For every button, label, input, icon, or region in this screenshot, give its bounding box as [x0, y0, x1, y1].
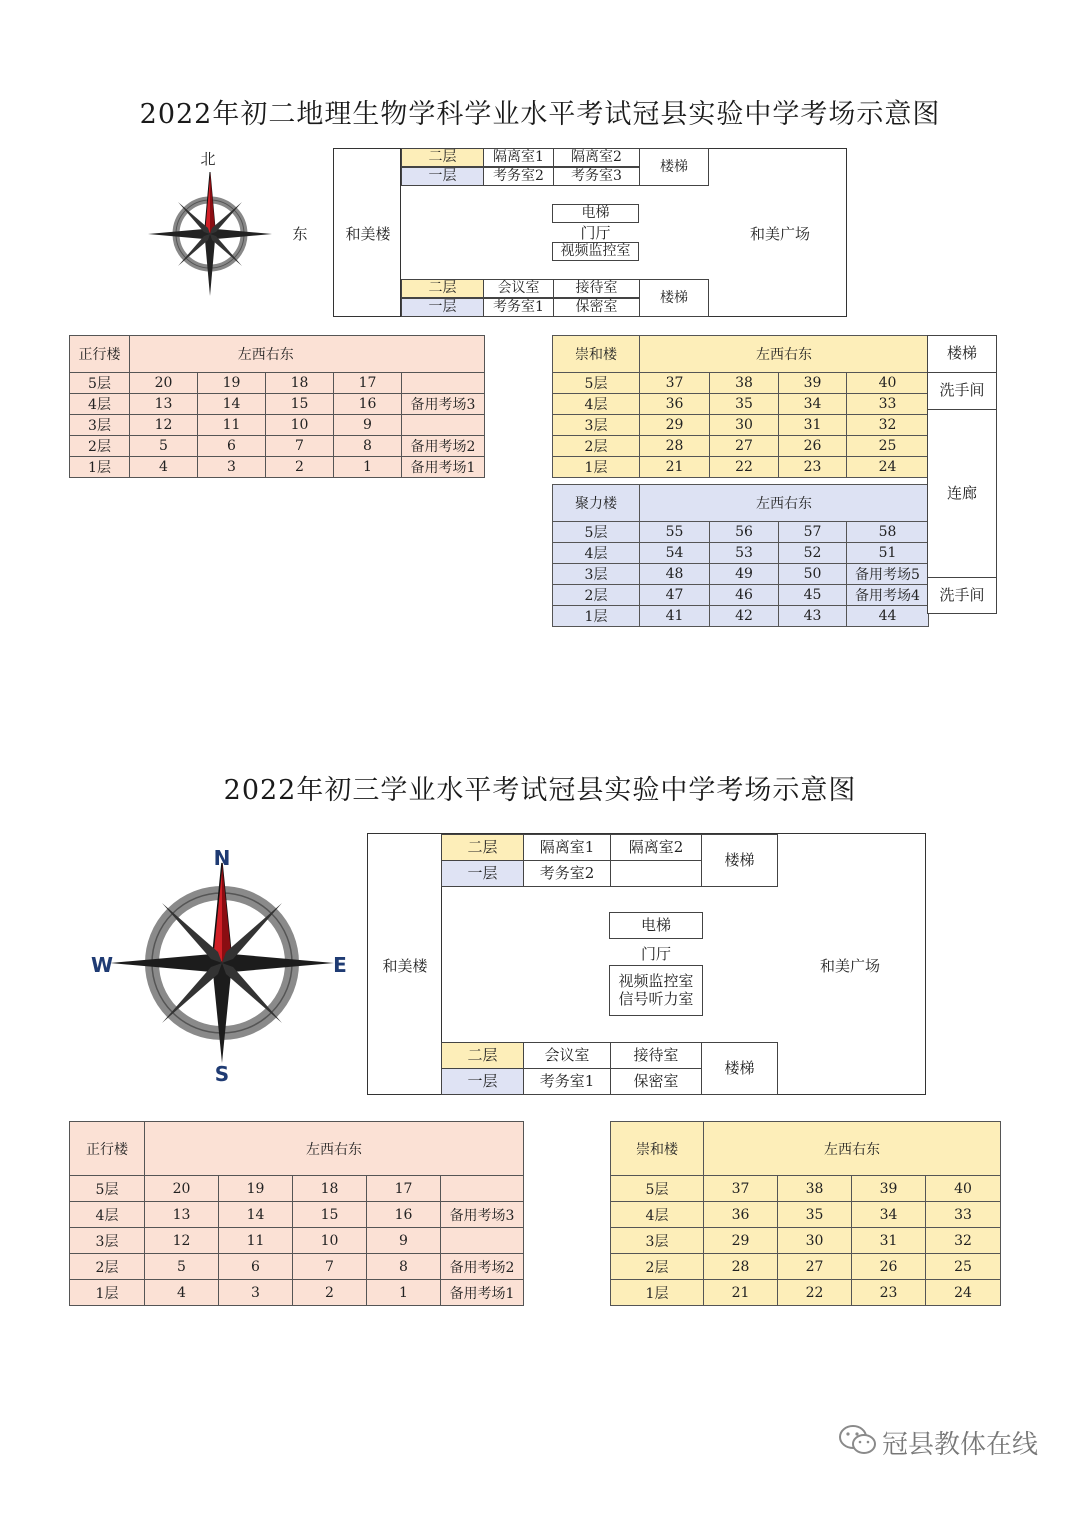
room-cell: 14	[219, 1202, 293, 1228]
room-cell: 51	[847, 543, 929, 564]
room-cell: 4	[145, 1280, 219, 1306]
floor-cell: 3层	[70, 1228, 145, 1254]
room-cell: 35	[710, 394, 779, 415]
room-cell: 44	[847, 606, 929, 627]
compass2-e-label: E	[333, 953, 347, 977]
room-cell: 11	[198, 415, 266, 436]
floor-cell: 1层	[553, 606, 640, 627]
room-cell: 49	[710, 564, 779, 585]
map2-secret-room: 保密室	[610, 1068, 702, 1095]
room-cell: 26	[779, 436, 847, 457]
room-cell: 15	[266, 394, 334, 415]
table-header-direction: 左西右东	[640, 336, 929, 373]
map1-top-stairs: 楼梯	[639, 148, 709, 186]
map2-blank-room	[610, 860, 702, 887]
table-row	[70, 457, 485, 478]
floor-cell: 5层	[70, 373, 130, 394]
room-cell: 2	[266, 457, 334, 478]
room-cell: 30	[710, 415, 779, 436]
room-cell: 8	[334, 436, 402, 457]
room-cell: 29	[640, 415, 710, 436]
table-row	[70, 394, 485, 415]
room-cell: 22	[710, 457, 779, 478]
room-cell: 34	[852, 1202, 926, 1228]
room-cell: 23	[779, 457, 847, 478]
compass2-n-label: N	[213, 846, 231, 870]
table-row	[611, 1202, 1001, 1228]
map2-exam-office-1: 考务室1	[523, 1068, 611, 1095]
floor-cell: 1层	[70, 457, 130, 478]
room-cell: 20	[145, 1176, 219, 1202]
floor-cell: 3层	[611, 1228, 704, 1254]
room-cell: 8	[367, 1254, 441, 1280]
room-cell: 39	[852, 1176, 926, 1202]
table-row	[611, 1176, 1001, 1202]
table-header-building: 崇和楼	[611, 1122, 704, 1176]
room-cell: 58	[847, 522, 929, 543]
table-row	[553, 436, 929, 457]
room-cell: 15	[293, 1202, 367, 1228]
table-header-building: 正行楼	[70, 1122, 145, 1176]
room-cell: 54	[640, 543, 710, 564]
room-cell: 34	[779, 394, 847, 415]
map2-isolation-room-2: 隔离室2	[610, 834, 702, 861]
floor-cell: 4层	[553, 543, 640, 564]
room-cell: 备用考场3	[441, 1202, 524, 1228]
room-cell: 12	[130, 415, 198, 436]
table-row	[611, 1254, 1001, 1280]
table-row	[553, 415, 929, 436]
room-cell: 1	[334, 457, 402, 478]
room-cell: 41	[640, 606, 710, 627]
table-row	[553, 585, 929, 606]
table-row	[70, 1228, 524, 1254]
room-cell: 6	[219, 1254, 293, 1280]
room-cell: 37	[704, 1176, 778, 1202]
table-row	[70, 1254, 524, 1280]
room-cell: 55	[640, 522, 710, 543]
map2-top-floor2: 二层	[441, 834, 524, 861]
table-row	[611, 1280, 1001, 1306]
table-row	[553, 457, 929, 478]
table-header-blank	[402, 336, 485, 373]
map1-exam-office-3: 考务室3	[553, 167, 640, 186]
table-row	[70, 415, 485, 436]
floor-cell: 4层	[611, 1202, 704, 1228]
room-cell	[402, 373, 485, 394]
room-cell: 10	[266, 415, 334, 436]
room-cell: 24	[926, 1280, 1001, 1306]
room-cell: 48	[640, 564, 710, 585]
room-cell	[441, 1176, 524, 1202]
compass2-w-label: W	[90, 953, 114, 977]
room-cell: 33	[847, 394, 929, 415]
map2-video-listening-room	[609, 965, 703, 1016]
room-cell: 3	[198, 457, 266, 478]
map1-hemei-square-label: 和美广场	[749, 224, 810, 243]
room-cell: 38	[710, 373, 779, 394]
room-cell: 29	[704, 1228, 778, 1254]
room-cell: 备用考场1	[441, 1280, 524, 1306]
map1-meeting-room: 会议室	[483, 279, 554, 298]
room-cell: 10	[293, 1228, 367, 1254]
map1-zhengxing-table	[69, 335, 485, 478]
compass1-icon	[140, 168, 280, 300]
table-header-building: 崇和楼	[553, 336, 640, 373]
map1-secret-room: 保密室	[553, 298, 640, 317]
map2-bottom-floor2: 二层	[441, 1042, 524, 1069]
map2-reception-room: 接待室	[610, 1042, 702, 1069]
table-header-building: 聚力楼	[553, 485, 640, 522]
map2-hemei-square-label: 和美广场	[819, 956, 880, 975]
map1-isolation-room-1: 隔离室1	[483, 148, 554, 167]
room-cell: 26	[852, 1254, 926, 1280]
floor-cell: 4层	[70, 394, 130, 415]
room-cell: 23	[852, 1280, 926, 1306]
map2-bottom-floor1: 一层	[441, 1068, 524, 1095]
room-cell: 9	[334, 415, 402, 436]
room-cell: 53	[710, 543, 779, 564]
room-cell: 32	[847, 415, 929, 436]
room-cell: 39	[779, 373, 847, 394]
room-cell: 56	[710, 522, 779, 543]
room-cell: 32	[926, 1228, 1001, 1254]
room-cell: 1	[367, 1280, 441, 1306]
room-cell: 19	[198, 373, 266, 394]
watermark-text: 冠县教体在线	[882, 1429, 1039, 1460]
map2-elevator: 电梯	[609, 912, 703, 939]
floor-cell: 3层	[70, 415, 130, 436]
map1-chonghe-table	[552, 335, 929, 478]
room-cell: 28	[640, 436, 710, 457]
table-row	[70, 1202, 524, 1228]
room-cell: 22	[778, 1280, 852, 1306]
floor-cell: 2层	[70, 436, 130, 457]
room-cell: 46	[710, 585, 779, 606]
room-cell: 33	[926, 1202, 1001, 1228]
map2-title: 2022年初三学业水平考试冠县实验中学考场示意图	[223, 775, 857, 806]
room-cell: 13	[130, 394, 198, 415]
table-header-direction: 左西右东	[704, 1122, 1001, 1176]
table-row	[553, 543, 929, 564]
floor-cell: 1层	[70, 1280, 145, 1306]
map1-elevator: 电梯	[552, 204, 639, 223]
map2-bottom-stairs: 楼梯	[701, 1042, 778, 1095]
room-cell: 11	[219, 1228, 293, 1254]
room-cell: 40	[847, 373, 929, 394]
map1-video-room: 视频监控室	[552, 242, 639, 261]
room-cell: 38	[778, 1176, 852, 1202]
map2-hall: 门厅	[640, 944, 671, 963]
floor-cell: 2层	[70, 1254, 145, 1280]
room-cell: 2	[293, 1280, 367, 1306]
room-cell: 24	[847, 457, 929, 478]
room-cell: 7	[293, 1254, 367, 1280]
table-row	[553, 373, 929, 394]
floor-cell: 2层	[553, 436, 640, 457]
map1-hemei-building-label: 和美楼	[345, 224, 391, 243]
room-cell: 5	[130, 436, 198, 457]
floor-cell: 3层	[553, 564, 640, 585]
map2-isolation-room-1: 隔离室1	[523, 834, 611, 861]
room-cell: 18	[293, 1176, 367, 1202]
map2-meeting-room: 会议室	[523, 1042, 611, 1069]
floor-cell: 2层	[553, 585, 640, 606]
map1-juli-table	[552, 484, 929, 627]
room-cell: 备用考场5	[847, 564, 929, 585]
table-row	[611, 1228, 1001, 1254]
table-row	[553, 564, 929, 585]
table-header-direction: 左西右东	[145, 1122, 524, 1176]
floor-cell: 5层	[553, 373, 640, 394]
floor-cell: 4层	[553, 394, 640, 415]
room-cell: 13	[145, 1202, 219, 1228]
map2-chonghe-table	[610, 1121, 1001, 1306]
table-row	[70, 373, 485, 394]
room-cell: 17	[367, 1176, 441, 1202]
room-cell: 12	[145, 1228, 219, 1254]
table-header-direction: 左西右东	[640, 485, 929, 522]
floor-cell: 5层	[611, 1176, 704, 1202]
room-cell: 3	[219, 1280, 293, 1306]
room-cell: 45	[779, 585, 847, 606]
room-cell: 50	[779, 564, 847, 585]
floor-cell: 5层	[70, 1176, 145, 1202]
room-cell: 5	[145, 1254, 219, 1280]
room-cell: 43	[779, 606, 847, 627]
room-cell: 备用考场2	[441, 1254, 524, 1280]
room-cell: 57	[779, 522, 847, 543]
room-cell: 30	[778, 1228, 852, 1254]
compass1-north-label: 北	[200, 149, 216, 168]
table-row	[553, 394, 929, 415]
room-cell: 52	[779, 543, 847, 564]
floor-cell: 1层	[553, 457, 640, 478]
map2-listening-room: 信号听力室	[618, 989, 694, 1008]
map1-exam-office-1: 考务室1	[483, 298, 554, 317]
room-cell: 35	[778, 1202, 852, 1228]
map2-video-room: 视频监控室	[618, 972, 694, 991]
room-cell: 28	[704, 1254, 778, 1280]
room-cell: 备用考场2	[402, 436, 485, 457]
compass2-icon	[86, 838, 358, 1088]
room-cell: 37	[640, 373, 710, 394]
compass2-s-label: S	[214, 1062, 230, 1086]
map2-exam-office-2: 考务室2	[523, 860, 611, 887]
map1-exam-office-2: 考务室2	[483, 167, 554, 186]
room-cell: 40	[926, 1176, 1001, 1202]
floor-cell: 5层	[553, 522, 640, 543]
map1-top-floor1: 一层	[401, 167, 484, 186]
room-cell: 27	[710, 436, 779, 457]
room-cell	[441, 1228, 524, 1254]
map1-hall: 门厅	[580, 224, 611, 242]
table-header-building: 正行楼	[70, 336, 130, 373]
map1-corridor: 连廊	[927, 409, 997, 578]
map2-hemei-building-label: 和美楼	[382, 956, 428, 975]
room-cell	[402, 415, 485, 436]
room-cell: 25	[847, 436, 929, 457]
table-row	[70, 436, 485, 457]
table-row	[553, 606, 929, 627]
room-cell: 25	[926, 1254, 1001, 1280]
table-row	[70, 1280, 524, 1306]
room-cell: 42	[710, 606, 779, 627]
floor-cell: 2层	[611, 1254, 704, 1280]
room-cell: 19	[219, 1176, 293, 1202]
map1-bottom-floor1: 一层	[401, 298, 484, 317]
floor-cell: 3层	[553, 415, 640, 436]
map1-top-floor2: 二层	[401, 148, 484, 167]
map1-bottom-floor2: 二层	[401, 279, 484, 298]
room-cell: 备用考场1	[402, 457, 485, 478]
room-cell: 7	[266, 436, 334, 457]
room-cell: 备用考场3	[402, 394, 485, 415]
room-cell: 31	[852, 1228, 926, 1254]
map1-title: 2022年初二地理生物学科学业水平考试冠县实验中学考场示意图	[139, 99, 941, 130]
room-cell: 36	[704, 1202, 778, 1228]
room-cell: 36	[640, 394, 710, 415]
room-cell: 9	[367, 1228, 441, 1254]
room-cell: 27	[778, 1254, 852, 1280]
table-row	[70, 1176, 524, 1202]
table-row	[553, 522, 929, 543]
map2-zhengxing-table	[69, 1121, 524, 1306]
room-cell: 4	[130, 457, 198, 478]
map1-bottom-stairs: 楼梯	[639, 279, 709, 317]
floor-cell: 4层	[70, 1202, 145, 1228]
map1-reception-room: 接待室	[553, 279, 640, 298]
room-cell: 16	[367, 1202, 441, 1228]
map1-washroom-bottom: 洗手间	[927, 577, 997, 614]
map2-top-stairs: 楼梯	[701, 834, 778, 887]
room-cell: 14	[198, 394, 266, 415]
wechat-icon	[838, 1423, 878, 1457]
table-header-direction: 左西右东	[130, 336, 402, 373]
room-cell: 备用考场4	[847, 585, 929, 606]
map1-isolation-room-2: 隔离室2	[553, 148, 640, 167]
room-cell: 6	[198, 436, 266, 457]
room-cell: 21	[640, 457, 710, 478]
map1-washroom-top: 洗手间	[927, 372, 997, 410]
room-cell: 47	[640, 585, 710, 606]
map2-top-floor1: 一层	[441, 860, 524, 887]
room-cell: 21	[704, 1280, 778, 1306]
room-cell: 20	[130, 373, 198, 394]
floor-cell: 1层	[611, 1280, 704, 1306]
room-cell: 17	[334, 373, 402, 394]
room-cell: 18	[266, 373, 334, 394]
compass1-east-label: 东	[292, 224, 308, 243]
room-cell: 16	[334, 394, 402, 415]
map1-side-stairs: 楼梯	[927, 335, 997, 373]
room-cell: 31	[779, 415, 847, 436]
